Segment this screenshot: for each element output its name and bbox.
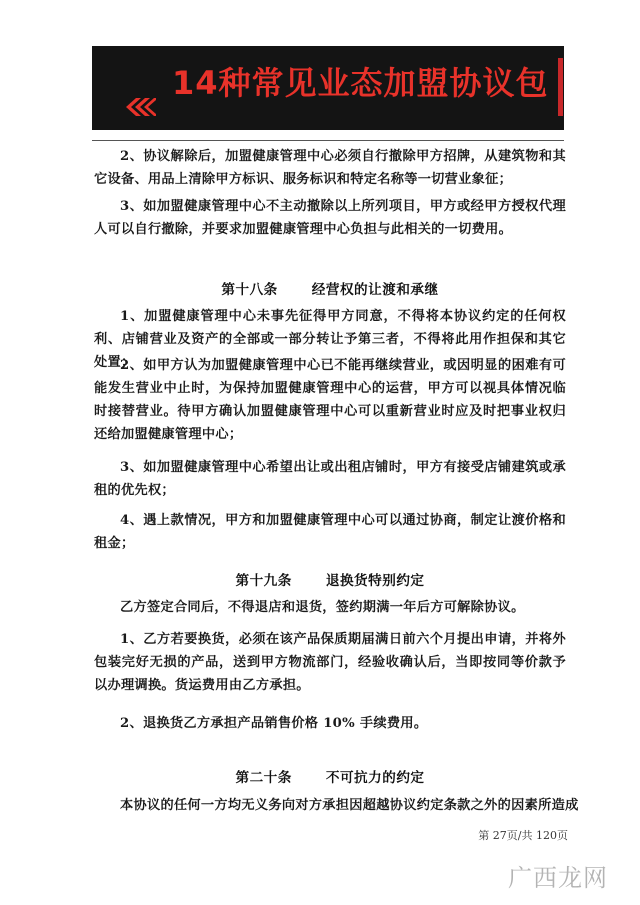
clause: 2、如甲方认为加盟健康管理中心已不能再继续营业，或因明显的困难有可能发生营业中止时，为保持加盟健康管理中心的运营，甲方可以视具体情况临时接替营业。待甲方确认加盟健康管理中心可以重新营业时应及时把事业权归还给加盟健康管理中心；: [94, 358, 566, 442]
article-heading: [94, 569, 566, 589]
paragraph: 2、协议解除后，加盟健康管理中心必须自行撤除甲方招牌，从建筑物和其它设备、用品上清除甲方标识、服务标识和特定名称等一切营业象征；: [94, 149, 566, 187]
banner-title: 14种常见业态加盟协议包: [172, 64, 549, 102]
article-title: 经营权的让渡和承继: [311, 282, 439, 298]
clause: 2、退换货乙方承担产品销售价格 10% 手续费用。: [120, 716, 428, 731]
header-banner: [92, 46, 564, 130]
article-title: 不可抗力的约定: [325, 770, 425, 786]
article-number: 第十八条: [221, 282, 278, 298]
article-heading: [94, 766, 566, 786]
clause: 乙方签定合同后，不得退店和退货，签约期满一年后方可解除协议。: [120, 600, 525, 615]
clause: 3、如加盟健康管理中心希望出让或出租店铺时，甲方有接受店铺建筑或承租的优先权；: [94, 460, 566, 498]
banner-accent: [558, 58, 563, 116]
page-number: 第 27页/共 120页: [478, 829, 568, 842]
article-heading: [94, 278, 566, 298]
clause: 本协议的任何一方均无义务向对方承担因超越协议约定条款之外的因素所造成: [120, 798, 579, 813]
watermark: 广西龙网: [508, 864, 608, 892]
chevron-left-icon: [126, 98, 156, 116]
clause: 1、加盟健康管理中心未事先征得甲方同意，不得将本协议约定的任何权利、店铺营业及资产的全部或一部分转让予第三者，不得将此用作担保和其它处置；: [94, 309, 566, 370]
clause: 1、乙方若要换货，必须在该产品保质期届满日前六个月提出申请，并将外包装完好无损的产品，送到甲方物流部门，经验收确认后，当即按同等价款予以办理调换。货运费用由乙方承担。: [94, 632, 566, 693]
article-number: 第十九条: [235, 573, 292, 589]
article-title: 退换货特别约定: [325, 573, 425, 589]
divider: [92, 140, 564, 141]
article-number: 第二十条: [235, 770, 292, 786]
paragraph: 3、如加盟健康管理中心不主动撤除以上所列项目，甲方或经甲方授权代理人可以自行撤除，并要求加盟健康管理中心负担与此相关的一切费用。: [94, 199, 566, 237]
clause: 4、遇上款情况，甲方和加盟健康管理中心可以通过协商，制定让渡价格和租金；: [94, 513, 566, 551]
